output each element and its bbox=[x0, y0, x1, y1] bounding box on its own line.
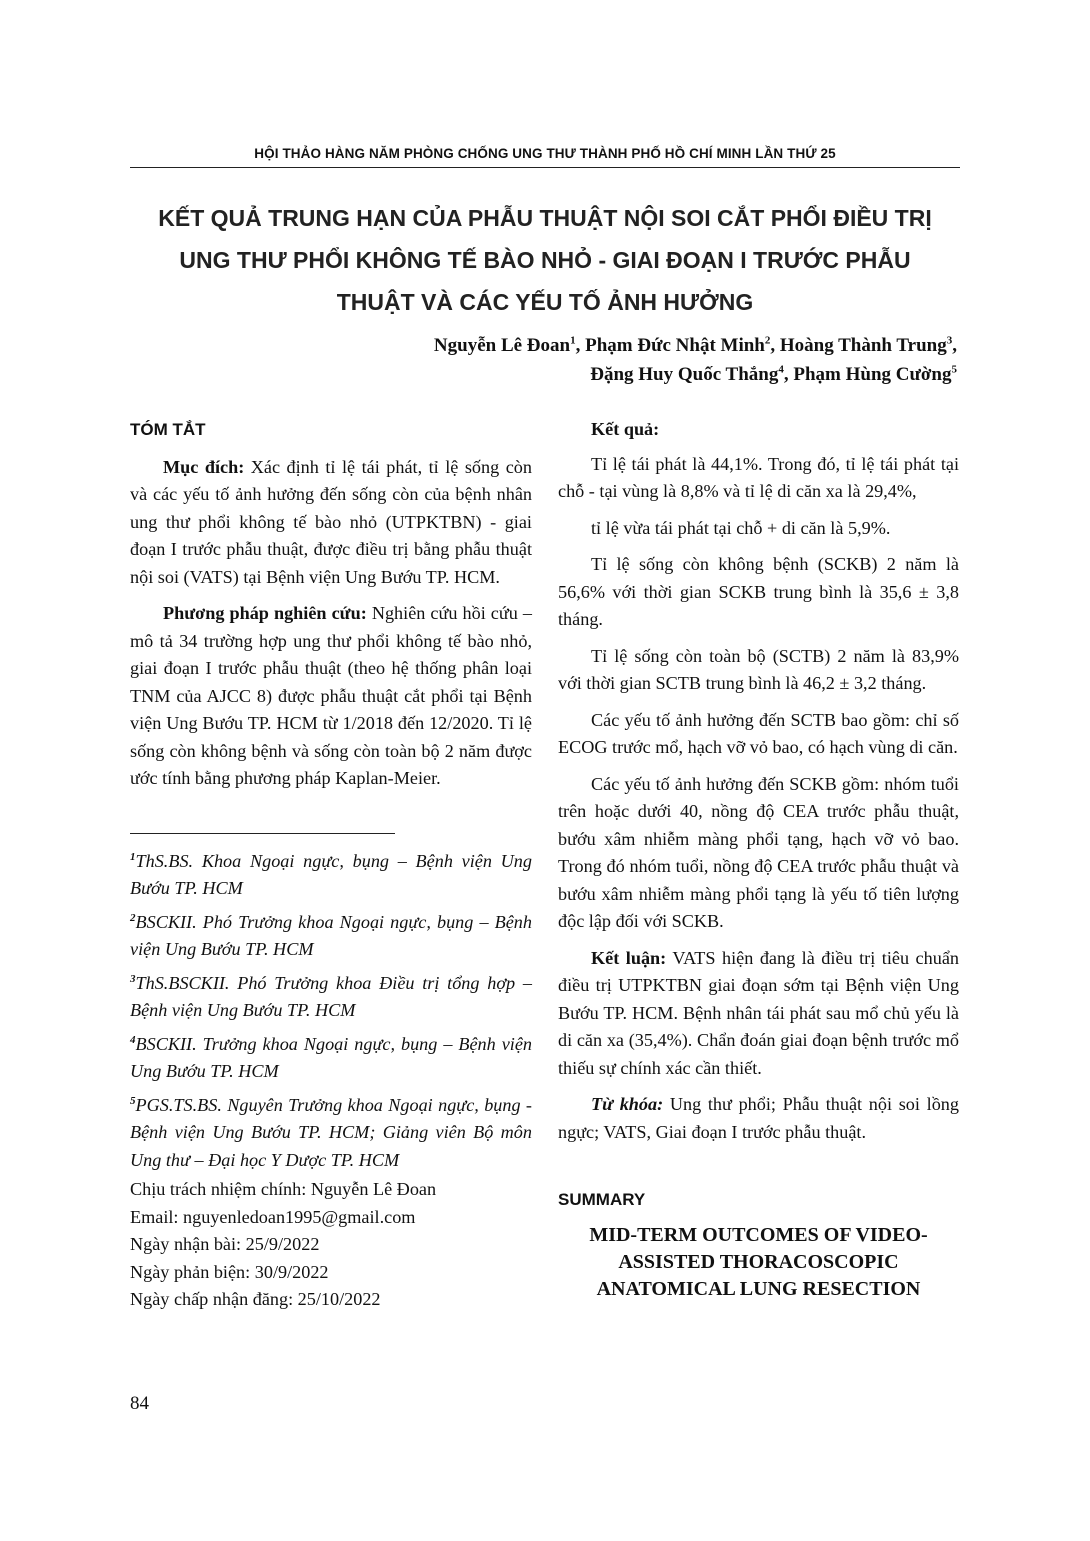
footnote-3-mark: 3 bbox=[130, 972, 136, 985]
footnote-2-mark: 2 bbox=[130, 911, 136, 924]
responsible-author: Chịu trách nhiệm chính: Nguyễn Lê Đoan bbox=[130, 1179, 437, 1200]
author-2: Phạm Đức Nhật Minh bbox=[585, 335, 765, 356]
keywords-text: Ung thư phổi; Phẫu thuật nội soi lồng ngực; VATS, Giai đoạn I trước phẫu thuật. bbox=[558, 1094, 959, 1142]
author-4-affiliation: 4 bbox=[778, 363, 784, 376]
objective-label: Mục đích: bbox=[163, 456, 245, 477]
reviewed-date: Ngày phản biện: 30/9/2022 bbox=[130, 1261, 329, 1282]
results-paragraph-3: Tỉ lệ sống còn không bệnh (SCKB) 2 năm là 56,6% với thời gian SCKB trung bình là 35,6 ± 3,8 tháng. bbox=[558, 554, 959, 629]
objective-paragraph bbox=[130, 454, 532, 592]
author-3-affiliation: 3 bbox=[946, 334, 953, 347]
results-paragraph-1: Tỉ lệ tái phát là 44,1%. Trong đó, tỉ lệ tái phát tại chỗ - tại vùng là 8,8% và tỉ lệ di căn xa là 29,4%, bbox=[558, 453, 959, 501]
footnote-1-text: ThS.BS. Khoa Ngoại ngực, bụng – Bệnh viện Ung Bướu TP. HCM bbox=[130, 850, 532, 899]
footnote-2 bbox=[130, 905, 532, 964]
author-5: Phạm Hùng Cường bbox=[793, 364, 952, 385]
author-5-affiliation: 5 bbox=[951, 363, 957, 376]
results-paragraph-2: tỉ lệ vừa tái phát tại chỗ + di căn là 5,9%. bbox=[591, 517, 891, 538]
title-line-3: THUẬT VÀ CÁC YẾU TỐ ẢNH HƯỞNG bbox=[336, 289, 754, 315]
author-1-affiliation: 1 bbox=[570, 334, 576, 347]
english-title-line-3: ANATOMICAL LUNG RESECTION bbox=[596, 1277, 921, 1300]
results-label: Kết quả: bbox=[591, 419, 660, 439]
author-4: Đặng Huy Quốc Thắng bbox=[590, 364, 779, 385]
keywords-label: Từ khóa: bbox=[591, 1094, 664, 1114]
conclusion-label: Kết luận: bbox=[591, 947, 667, 968]
footnote-rule bbox=[130, 833, 395, 834]
keywords-paragraph bbox=[558, 1091, 959, 1146]
footnote-1-mark: 1 bbox=[130, 850, 136, 863]
results-paragraph-5: Các yếu tố ảnh hưởng đến SCTB bao gồm: chỉ số ECOG trước mổ, hạch vỡ vỏ bao, có hạch vùng di căn. bbox=[558, 709, 959, 757]
footnote-3 bbox=[130, 966, 532, 1025]
author-1: Nguyễn Lê Đoan bbox=[433, 335, 571, 356]
left-column bbox=[130, 416, 532, 1314]
footnote-4-mark: 4 bbox=[130, 1033, 136, 1046]
correspondence-block bbox=[130, 1176, 532, 1314]
article-title bbox=[110, 197, 980, 323]
conclusion-text: VATS hiện đang là điều trị tiêu chuẩn điều trị UTPKTBN giai đoạn sớm tại Bệnh viện Ung Bướu TP. HCM. Bệnh nhân tái phát sau mổ chủ yếu là di căn xa (35,4%). Chẩn đoán giai đoạn bệnh trước mổ thiếu sự chính xác cần thiết. bbox=[558, 947, 959, 1078]
results-paragraph-6: Các yếu tố ảnh hưởng đến SCKB gồm: nhóm tuổi trên hoặc dưới 40, nồng độ CEA trước phẫu thuật, bướu xâm nhiễm màng phổi tạng, hạch vỡ vỏ bao. Trong đó nhóm tuổi, nồng độ CEA trước phẫu thuật và bướu xâm nhiễm màng phổi tạng là yếu tố tiên lượng độc lập đối với SCKB. bbox=[558, 773, 959, 931]
email: Email: nguyenledoan1995@gmail.com bbox=[130, 1206, 416, 1227]
objective-text: Xác định tỉ lệ tái phát, tỉ lệ sống còn và các yếu tố ảnh hưởng đến sống còn của bệnh nhân ung thư phổi không tế bào nhỏ (UTPKTBN) - giai đoạn I trước phẫu thuật, được điều trị bằng phẫu thuật nội soi (VATS) tại Bệnh viện Ung Bướu TP. HCM. bbox=[130, 456, 532, 587]
methods-paragraph bbox=[130, 600, 532, 793]
footnote-5-text: PGS.TS.BS. Nguyên Trưởng khoa Ngoại ngực, bụng - Bệnh viện Ung Bướu TP. HCM; Giảng viên Bộ môn Ung thư – Đại học Y Dược TP. HCM bbox=[130, 1094, 532, 1170]
conclusion-paragraph bbox=[558, 945, 959, 1083]
title-line-2: UNG THƯ PHỔI KHÔNG TẾ BÀO NHỎ - GIAI ĐOẠN I TRƯỚC PHẪU bbox=[179, 247, 911, 273]
received-date: Ngày nhận bài: 25/9/2022 bbox=[130, 1234, 320, 1255]
conference-header: HỘI THẢO HÀNG NĂM PHÒNG CHỐNG UNG THƯ THÀNH PHỐ HỒ CHÍ MINH LẦN THỨ 25 bbox=[254, 146, 836, 161]
author-line-2: Đặng Huy Quốc Thắng$^4$, Phạm Hùng Cường$^5$ bbox=[590, 363, 957, 385]
author-list bbox=[257, 331, 957, 389]
author-2-affiliation: 2 bbox=[764, 334, 771, 347]
footnote-2-text: BSCKII. Phó Trưởng khoa Ngoại ngực, bụng – Bệnh viện Ung Bướu TP. HCM bbox=[130, 911, 532, 960]
footnote-5 bbox=[130, 1088, 532, 1175]
right-column bbox=[558, 416, 959, 1303]
title-line-1: KẾT QUẢ TRUNG HẠN CỦA PHẪU THUẬT NỘI SOI CẮT PHỔI ĐIỀU TRỊ bbox=[158, 205, 932, 231]
english-title-line-2: ASSISTED THORACOSCOPIC bbox=[618, 1250, 899, 1273]
author-3: Hoàng Thành Trung bbox=[779, 335, 947, 356]
results-paragraph-4: Tỉ lệ sống còn toàn bộ (SCTB) 2 năm là 83,9% với thời gian SCTB trung bình là 46,2 ± 3,2 tháng. bbox=[558, 645, 959, 693]
english-title-line-1: MID-TERM OUTCOMES OF VIDEO- bbox=[589, 1223, 928, 1246]
methods-text: Nghiên cứu hồi cứu – mô tả 34 trường hợp ung thư phổi không tế bào nhỏ, giai đoạn I trước phẫu thuật (theo hệ thống phân loại TNM của AJCC 8) được phẫu thuật cắt phổi tại Bệnh viện Ung Bướu TP. HCM từ 1/2018 đến 12/2020. Tỉ lệ sống còn không bệnh và sống còn toàn bộ 2 năm được ước tính bằng phương pháp Kaplan-Meier. bbox=[130, 603, 532, 788]
accepted-date: Ngày chấp nhận đăng: 25/10/2022 bbox=[130, 1289, 381, 1310]
methods-label: Phương pháp nghiên cứu: bbox=[163, 603, 367, 623]
header-rule bbox=[130, 167, 960, 168]
footnote-3-text: ThS.BSCKII. Phó Trưởng khoa Điều trị tổng hợp – Bệnh viện Ung Bướu TP. HCM bbox=[130, 972, 532, 1021]
abstract-heading: TÓM TẮT bbox=[130, 420, 206, 439]
page-number: 84 bbox=[130, 1393, 149, 1414]
footnote-5-mark: 5 bbox=[130, 1094, 136, 1107]
footnote-4-text: BSCKII. Trưởng khoa Ngoại ngực, bụng – Bệnh viện Ung Bướu TP. HCM bbox=[130, 1033, 532, 1082]
footnote-1 bbox=[130, 844, 532, 903]
author-line-1: Nguyễn Lê Đoan$^1$, Phạm Đức Nhật Minh$^2$, Hoàng Thành Trung$^3$, bbox=[433, 334, 957, 356]
affiliation-footnotes bbox=[130, 844, 532, 1175]
summary-heading: SUMMARY bbox=[558, 1190, 646, 1209]
footnote-4 bbox=[130, 1027, 532, 1086]
